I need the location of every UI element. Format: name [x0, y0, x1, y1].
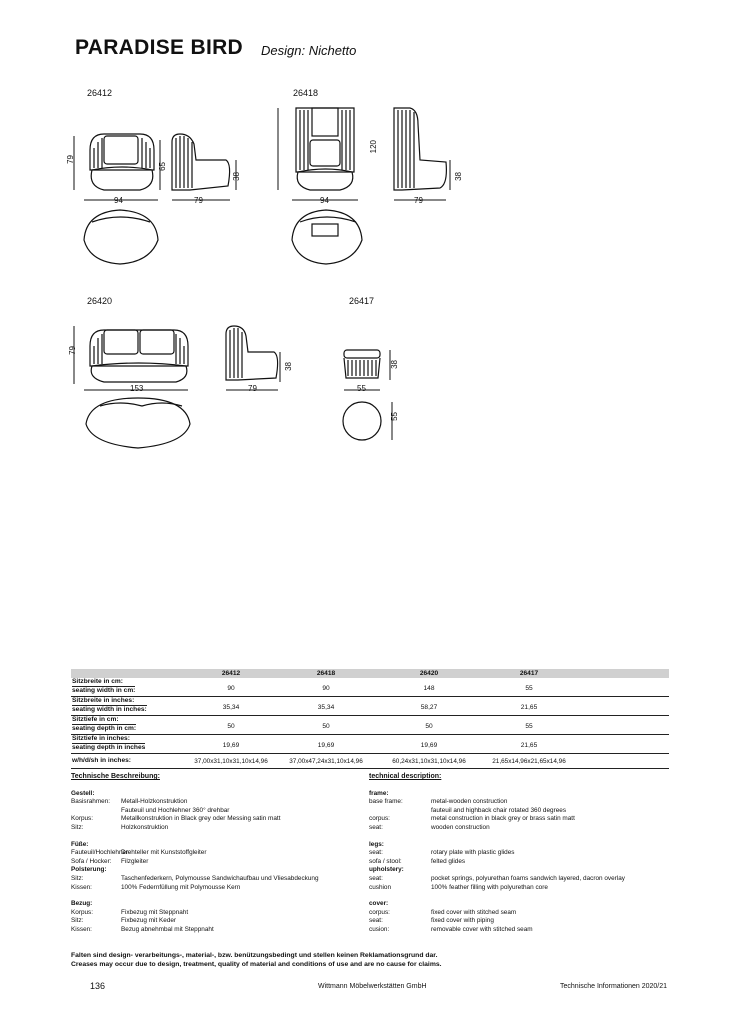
drawing-26417-front [344, 350, 380, 378]
row-label: w/h/d/sh in inches: [72, 757, 131, 764]
spec-line: corpus: fixed cover with stitched seam [369, 908, 517, 916]
dim-26420-height: 79 [68, 346, 77, 355]
drawing-26418-side [394, 108, 446, 190]
dim-26412-width: 94 [114, 196, 123, 205]
spec-line: Kissen: 100% Federnfüllung mit Polymousse Kern [71, 883, 241, 891]
dim-26417-depth: 55 [390, 412, 399, 421]
spec-line: Sitz: Taschenfederkern, Polymousse Sandwichaufbau und Vliesabdeckung [71, 874, 319, 882]
spec-line: base frame: metal-wooden construction [369, 798, 508, 806]
table-cell: 35,34 [317, 704, 335, 711]
spec-line: Sofa / Hocker: Filzgleiter [71, 857, 149, 865]
table-cell: 35,34 [222, 704, 240, 711]
dim-26412-depth: 79 [194, 196, 203, 205]
subheading: Bezug: [71, 900, 93, 908]
drawing-26418-front [296, 108, 354, 190]
subheading: upholstery: [369, 866, 404, 874]
spec-line: cusion: removable cover with stitched seam [369, 925, 533, 933]
technical-description-de [71, 773, 361, 935]
table-cell: 90 [227, 685, 235, 692]
dim-26420-depth: 79 [248, 384, 257, 393]
table-cell: 37,00x31,10x31,10x14,96 [194, 758, 268, 765]
column-header: 26418 [316, 670, 336, 677]
spec-line: corpus: metal construction in black grey or brass satin matt [369, 815, 575, 823]
creases-note [71, 951, 442, 969]
table-cell: 50 [425, 723, 433, 730]
table-cell: 19,69 [222, 742, 240, 749]
spec-line: Fauteuil und Hochlehner 360° drehbar [121, 806, 230, 814]
table-row [71, 678, 669, 697]
table-cell: 90 [322, 685, 330, 692]
dim-26412-height: 79 [66, 155, 75, 164]
note-de: Falten sind design- verarbeitungs-, material-, bzw. benützungsbedingt und stellen keinen Reklamationsgrund dar. [71, 952, 438, 959]
table-cell: 60,24x31,10x31,10x14,96 [392, 758, 466, 765]
subheading: legs: [369, 840, 384, 848]
spec-line: Korpus: Metallkonstruktion in Black grey oder Messing satin matt [71, 815, 281, 823]
table-cell: 50 [227, 723, 235, 730]
dim-26418-width: 94 [320, 196, 329, 205]
dim-26418-depth: 79 [414, 196, 423, 205]
table-cell: 58,27 [420, 704, 438, 711]
spec-line: seat: fixed cover with piping [369, 917, 494, 925]
drawing-26420-front [90, 330, 188, 382]
page-title: PARADISE BIRD [75, 36, 244, 59]
table-row [71, 697, 669, 716]
dim-26417-seat-height: 38 [390, 360, 399, 369]
spec-line: seat: wooden construction [369, 823, 490, 831]
subheading: Gestell: [71, 789, 95, 797]
row-label: Sitztiefe in cm: seating depth in cm: [72, 716, 137, 732]
spec-line: Fauteuil/Hochlehner: Drehteller mit Kunststoffgleiter [71, 849, 207, 857]
spec-line: seat: rotary plate with plastic glides [369, 849, 515, 857]
spec-line: Sitz: Holzkonstruktion [71, 823, 169, 831]
product-code-26418: 26418 [293, 88, 319, 98]
dim-26417-width: 55 [357, 384, 366, 393]
subheading: frame: [369, 789, 389, 797]
column-header: 26420 [419, 670, 439, 677]
table-cell: 50 [322, 723, 330, 730]
column-header: 26412 [221, 670, 241, 677]
spec-line: cushion 100% feather filling with polyurethan core [369, 883, 548, 891]
spec-line: Sitz: Fixbezug mit Keder [71, 917, 177, 925]
subheading: cover: [369, 900, 389, 908]
table-cell: 21,65 [520, 742, 538, 749]
table-row [71, 716, 669, 735]
spec-line: Kissen: Bezug abnehmbal mit Steppnaht [71, 925, 214, 933]
designer-credit: Design: Nichetto [261, 43, 357, 58]
table-cell: 55 [525, 685, 533, 692]
dim-26418-seat-height: 38 [454, 172, 463, 181]
section-heading: technical description: [369, 773, 442, 780]
table-cell: 55 [525, 723, 533, 730]
table-cell: 19,69 [317, 742, 335, 749]
spec-line: Basisrahmen: Metall-Holzkonstruktion [71, 798, 188, 806]
drawing-26412-side [172, 134, 230, 190]
dim-26420-seat-height: 38 [284, 362, 293, 371]
column-header: 26417 [519, 670, 539, 677]
technical-drawings [0, 0, 754, 470]
table-cell: 19,69 [420, 742, 438, 749]
product-code-26412: 26412 [87, 88, 113, 98]
spec-line: sofa / stool: felted glides [369, 857, 466, 865]
page-number: 136 [90, 981, 106, 991]
product-code-26417: 26417 [349, 296, 375, 306]
row-label: Sitztiefe in inches: seating depth in inches [72, 735, 146, 751]
subheading: Polsterung: [71, 866, 107, 874]
drawing-26412-front [90, 134, 154, 190]
note-en: Creases may occur due to design, treatment, quality of material and conditions of use and are no cause for claims. [71, 961, 442, 968]
table-cell: 148 [423, 685, 435, 692]
dim-26420-width: 153 [130, 384, 144, 393]
table-row [71, 754, 669, 769]
dim-26412-seat-height: 38 [232, 172, 241, 181]
table-cell: 37,00x47,24x31,10x14,96 [289, 758, 363, 765]
drawing-26420-side [226, 326, 278, 380]
spec-line: seat: pocket springs, polyurethan foams sandwich layered, dacron overlay [369, 874, 625, 882]
table-cell: 21,65 [520, 704, 538, 711]
drawing-26412-top [84, 210, 158, 264]
dim-26418-height: 120 [369, 140, 378, 154]
dimensions-table [71, 669, 669, 769]
table-row [71, 735, 669, 754]
product-code-26420: 26420 [87, 296, 113, 306]
dim-26412-armrest: 65 [158, 162, 167, 171]
subheading: Füße: [71, 840, 89, 848]
technical-description-en [369, 773, 669, 935]
spec-line: fauteuil and highback chair rotated 360 degrees [431, 806, 567, 814]
section-heading: Technische Beschreibung: [71, 773, 160, 780]
table-cell: 21,65x14,96x21,65x14,96 [492, 758, 566, 765]
table-header [71, 669, 669, 678]
drawing-26417-top [343, 402, 381, 440]
footer-company: Wittmann Möbelwerkstätten GmbH [318, 983, 427, 990]
spec-line: Korpus: Fixbezug mit Steppnaht [71, 908, 189, 916]
footer-info: Technische Informationen 2020/21 [560, 983, 668, 990]
row-label: Sitzbreite in inches: seating width in inches: [72, 697, 147, 713]
row-label: Sitzbreite in cm: seating width in cm: [72, 678, 136, 694]
drawing-26418-top [292, 210, 362, 264]
